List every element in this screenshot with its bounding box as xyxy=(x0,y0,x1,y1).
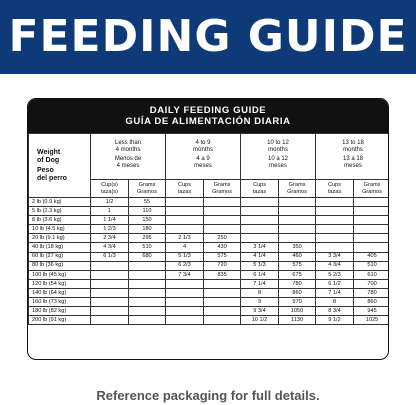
cups-cell xyxy=(91,298,129,307)
table-row xyxy=(29,216,390,225)
cups-cell xyxy=(241,207,279,216)
grams-cell xyxy=(279,225,316,234)
cups-cell: 5 1/3 xyxy=(241,261,279,270)
grams-cell: 575 xyxy=(279,261,316,270)
table-row xyxy=(29,288,390,297)
age-group-line: meses xyxy=(194,163,212,169)
weight-cell: 100 lb (45 kg) xyxy=(29,270,91,279)
grams-cell xyxy=(204,307,241,316)
cups-cell: 7 1/4 xyxy=(316,288,354,297)
weight-cell: 160 lb (73 kg) xyxy=(29,298,91,307)
grams-cell: 1130 xyxy=(279,316,316,325)
grams-cell xyxy=(279,234,316,243)
table-row xyxy=(29,243,390,252)
cups-cell: 1 xyxy=(91,207,129,216)
cups-cell: 6 2/3 xyxy=(166,261,204,270)
table-row xyxy=(29,252,390,261)
cups-cell: 4 1/4 xyxy=(241,252,279,261)
age-group-line: Less than xyxy=(114,140,142,146)
grams-cell: 575 xyxy=(204,252,241,261)
cups-cell xyxy=(241,216,279,225)
grams-cell xyxy=(129,279,166,288)
page-title: FEEDING GUIDE xyxy=(8,11,408,62)
grams-cell xyxy=(204,216,241,225)
grams-cell: 1050 xyxy=(279,307,316,316)
header-banner xyxy=(0,0,416,74)
grams-cell xyxy=(354,225,389,234)
grams-header: Grams Gramos xyxy=(129,180,166,198)
grams-cell: 150 xyxy=(129,216,166,225)
weight-cell: 2 lb (0.9 kg) xyxy=(29,198,91,207)
table-body xyxy=(29,198,390,325)
grams-cell: 720 xyxy=(204,261,241,270)
grams-cell: 945 xyxy=(354,307,389,316)
weight-cell: 40 lb (18 kg) xyxy=(29,243,91,252)
cups-cell: 1 2/3 xyxy=(91,225,129,234)
cups-cell: 1/2 xyxy=(91,198,129,207)
grams-cell xyxy=(354,243,389,252)
grams-cell: 405 xyxy=(354,252,389,261)
grams-cell: 460 xyxy=(279,252,316,261)
grams-cell xyxy=(279,216,316,225)
weight-cell: 140 lb (64 kg) xyxy=(29,288,91,297)
weight-cell: 180 lb (82 kg) xyxy=(29,307,91,316)
feeding-guide-card xyxy=(27,98,389,360)
cups-cell: 7 3/4 xyxy=(166,270,204,279)
cups-header: Cups tazas xyxy=(316,180,354,198)
grams-cell: 675 xyxy=(279,270,316,279)
weight-column-header xyxy=(29,134,91,198)
grams-cell xyxy=(279,207,316,216)
cups-cell: 5 2/3 xyxy=(316,270,354,279)
cups-header: Cups tazas xyxy=(166,180,204,198)
card-title-spanish: GUÍA DE ALIMENTACIÓN DIARIA xyxy=(125,116,291,127)
cups-cell xyxy=(316,225,354,234)
cups-header: Cup(s) taza(s) xyxy=(91,180,129,198)
cups-cell xyxy=(166,207,204,216)
table-row xyxy=(29,279,390,288)
grams-cell: 970 xyxy=(279,298,316,307)
grams-cell xyxy=(354,207,389,216)
age-group-line: months xyxy=(268,147,288,153)
cups-cell xyxy=(91,316,129,325)
cups-cell xyxy=(316,243,354,252)
cups-cell xyxy=(316,216,354,225)
age-group-line: 13 to 18 xyxy=(342,140,364,146)
age-group-line: months xyxy=(193,147,213,153)
grams-cell: 780 xyxy=(279,279,316,288)
cups-cell xyxy=(166,307,204,316)
cups-cell xyxy=(91,288,129,297)
grams-cell: 110 xyxy=(129,207,166,216)
table-row xyxy=(29,225,390,234)
grams-cell: 180 xyxy=(129,225,166,234)
age-group-line: meses xyxy=(344,163,362,169)
age-group-header xyxy=(166,134,241,180)
cups-cell: 6 1/2 xyxy=(316,279,354,288)
cups-cell: 5 1/3 xyxy=(166,252,204,261)
grams-cell xyxy=(129,316,166,325)
grams-cell xyxy=(354,198,389,207)
age-group-line: 4 to 9 xyxy=(195,140,211,146)
grams-cell: 510 xyxy=(354,261,389,270)
cups-cell xyxy=(166,225,204,234)
age-group-line: meses xyxy=(269,163,287,169)
grams-cell xyxy=(204,316,241,325)
cups-cell: 4 xyxy=(166,243,204,252)
weight-cell: 60 lb (27 kg) xyxy=(29,252,91,261)
table-row xyxy=(29,270,390,279)
cups-cell: 7 1/4 xyxy=(241,279,279,288)
cups-cell: 4 3/4 xyxy=(91,243,129,252)
cups-cell: 9 1/2 xyxy=(316,316,354,325)
weight-header-line: Weight xyxy=(37,148,61,156)
grams-cell: 835 xyxy=(204,270,241,279)
cups-cell: 6 1/3 xyxy=(91,252,129,261)
cups-cell: 9 xyxy=(241,298,279,307)
grams-cell xyxy=(129,288,166,297)
grams-cell: 1025 xyxy=(354,316,389,325)
grams-cell xyxy=(204,279,241,288)
grams-cell xyxy=(204,288,241,297)
grams-cell xyxy=(204,207,241,216)
grams-cell xyxy=(354,234,389,243)
card-header xyxy=(28,99,388,133)
cups-cell xyxy=(166,316,204,325)
table-row xyxy=(29,307,390,316)
cups-cell xyxy=(91,261,129,270)
weight-cell: 5 lb (2.3 kg) xyxy=(29,207,91,216)
table-row xyxy=(29,261,390,270)
cups-cell xyxy=(91,279,129,288)
weight-cell: 20 lb (9.1 kg) xyxy=(29,234,91,243)
grams-header: Grams Gramos xyxy=(279,180,316,198)
grams-cell: 680 xyxy=(129,252,166,261)
cups-cell: 8 3/4 xyxy=(316,307,354,316)
grams-cell xyxy=(129,261,166,270)
cups-cell xyxy=(166,288,204,297)
grams-cell: 55 xyxy=(129,198,166,207)
footer-note: Reference packaging for full details. xyxy=(96,388,320,403)
cups-cell: 3 1/4 xyxy=(241,243,279,252)
age-group-line: 4 months xyxy=(115,147,141,153)
table-row xyxy=(29,298,390,307)
grams-cell: 510 xyxy=(129,243,166,252)
grams-cell: 430 xyxy=(204,243,241,252)
cups-cell: 6 1/4 xyxy=(241,270,279,279)
cups-cell xyxy=(241,198,279,207)
cups-cell: 2 3/4 xyxy=(91,234,129,243)
grams-cell xyxy=(129,307,166,316)
cups-header: Cups tazas xyxy=(241,180,279,198)
weight-cell: 80 lb (36 kg) xyxy=(29,261,91,270)
grams-header: Grams Gramos xyxy=(204,180,241,198)
grams-cell: 610 xyxy=(354,270,389,279)
cups-cell: 8 xyxy=(241,288,279,297)
age-group-line: 4 meses xyxy=(116,163,140,169)
age-group-header xyxy=(241,134,316,180)
cups-cell xyxy=(316,234,354,243)
weight-cell: 120 lb (54 kg) xyxy=(29,279,91,288)
age-group-line: months xyxy=(343,147,363,153)
grams-cell: 860 xyxy=(279,288,316,297)
grams-cell: 780 xyxy=(354,288,389,297)
table-row xyxy=(29,198,390,207)
age-group-line: 4 a 9 xyxy=(196,156,210,162)
age-group-header xyxy=(316,134,389,180)
feeding-table xyxy=(28,133,389,325)
age-group-line: 10 a 12 xyxy=(268,156,289,162)
grams-header: Grams Gramos xyxy=(354,180,389,198)
grams-cell xyxy=(204,298,241,307)
cups-cell xyxy=(241,234,279,243)
cups-cell: 9 3/4 xyxy=(241,307,279,316)
table-row xyxy=(29,316,390,325)
table-row xyxy=(29,234,390,243)
weight-header-line: of Dog xyxy=(37,156,60,164)
grams-cell: 250 xyxy=(204,234,241,243)
grams-cell: 350 xyxy=(279,243,316,252)
cups-cell: 4 3/4 xyxy=(316,261,354,270)
cups-cell: 1 1/4 xyxy=(91,216,129,225)
cups-cell xyxy=(241,225,279,234)
cups-cell xyxy=(166,298,204,307)
cups-cell xyxy=(166,198,204,207)
grams-cell xyxy=(354,216,389,225)
cups-cell: 3 3/4 xyxy=(316,252,354,261)
cups-cell: 2 1/3 xyxy=(166,234,204,243)
grams-cell xyxy=(129,270,166,279)
grams-cell: 295 xyxy=(129,234,166,243)
grams-cell xyxy=(204,225,241,234)
age-group-line: Menos de xyxy=(114,156,142,162)
cups-cell xyxy=(166,216,204,225)
cups-cell xyxy=(316,207,354,216)
weight-cell: 200 lb (91 kg) xyxy=(29,316,91,325)
grams-cell xyxy=(279,198,316,207)
grams-cell: 700 xyxy=(354,279,389,288)
weight-cell: 8 lb (3.6 kg) xyxy=(29,216,91,225)
age-group-header xyxy=(91,134,166,180)
cups-cell xyxy=(166,279,204,288)
grams-cell xyxy=(204,198,241,207)
weight-header-line: Peso xyxy=(37,166,54,174)
table-row xyxy=(29,207,390,216)
card-title-english: DAILY FEEDING GUIDE xyxy=(149,105,267,116)
cups-cell xyxy=(91,307,129,316)
cups-cell xyxy=(316,198,354,207)
grams-cell: 860 xyxy=(354,298,389,307)
cups-cell xyxy=(91,270,129,279)
weight-cell: 10 lb (4.5 kg) xyxy=(29,225,91,234)
cups-cell: 8 xyxy=(316,298,354,307)
grams-cell xyxy=(129,298,166,307)
age-group-line: 13 a 18 xyxy=(343,156,364,162)
cups-cell: 10 1/2 xyxy=(241,316,279,325)
age-group-line: 10 to 12 xyxy=(267,140,289,146)
weight-header-line: del perro xyxy=(37,174,67,182)
